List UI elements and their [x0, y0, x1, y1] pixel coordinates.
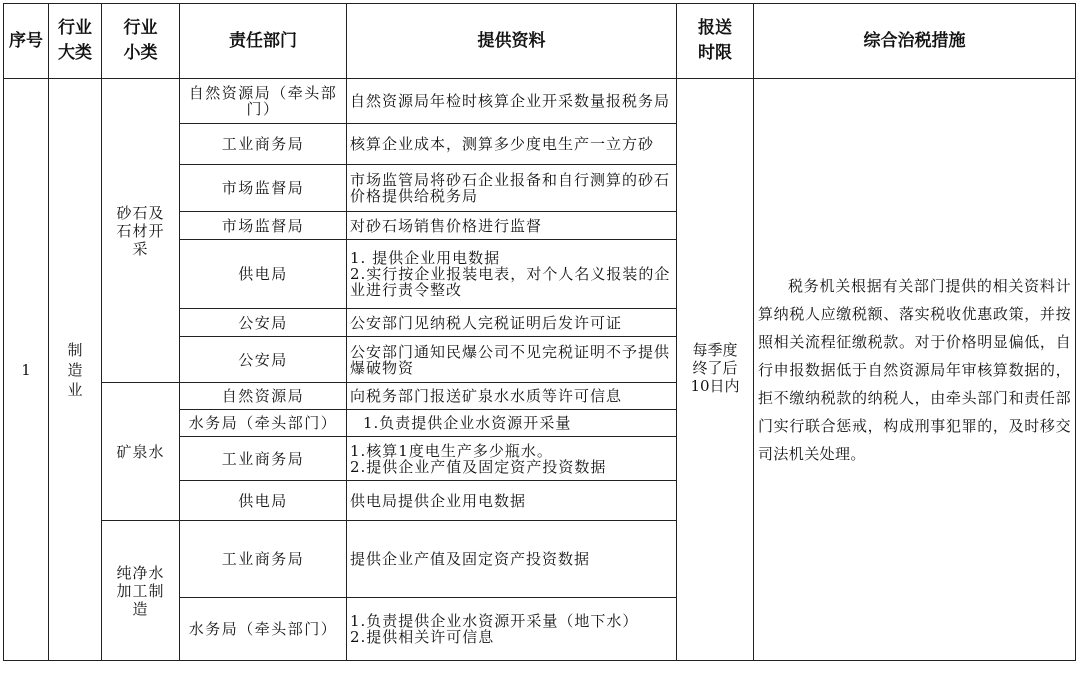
dept-cell: 自然资源局: [180, 383, 347, 410]
header-measures: 综合治税措施: [754, 4, 1076, 79]
category-cell: 制 造 业: [49, 79, 102, 661]
materials-cell: 向税务部门报送矿泉水水质等许可信息: [347, 383, 677, 410]
dept-cell: 市场监督局: [180, 165, 347, 212]
header-deadline: 报送 时限: [677, 4, 754, 79]
dept-cell: 公安局: [180, 337, 347, 383]
materials-cell: 公安部门见纳税人完税证明后发许可证: [347, 309, 677, 337]
header-materials: 提供资料: [347, 4, 677, 79]
materials-cell: 市场监管局将砂石企业报备和自行测算的砂石价格提供给税务局: [347, 165, 677, 212]
dept-cell: 工业商务局: [180, 437, 347, 481]
tax-measures-table: [3, 3, 1076, 661]
deadline-cell: 每季度 终了后 10日内: [677, 79, 754, 661]
materials-cell: 1.核算1度电生产多少瓶水。 2.提供企业产值及固定资产投资数据: [347, 437, 677, 481]
header-category: 行业 大类: [49, 4, 102, 79]
measures-cell: 税务机关根据有关部门提供的相关资料计算纳税人应缴税额、落实税收优惠政策，并按照相关流程征缴税款。对于价格明显偏低，自行申报数据低于自然资源局年审核算数据的，拒不缴纳税款的纳税人，由牵头部门和责任部门实行联合惩戒，构成刑事犯罪的，及时移交司法机关处理。: [754, 79, 1076, 661]
header-subcategory: 行业 小类: [102, 4, 180, 79]
dept-cell: 供电局: [180, 240, 347, 309]
dept-cell: 水务局（牵头部门）: [180, 598, 347, 661]
table-row: [4, 79, 1076, 124]
dept-cell: 工业商务局: [180, 124, 347, 165]
dept-cell: 工业商务局: [180, 521, 347, 598]
materials-cell: 自然资源局年检时核算企业开采数量报税务局: [347, 79, 677, 124]
materials-cell: 公安部门通知民爆公司不见完税证明不予提供爆破物资: [347, 337, 677, 383]
materials-cell: 对砂石场销售价格进行监督: [347, 212, 677, 240]
dept-cell: 公安局: [180, 309, 347, 337]
materials-cell: 1.负责提供企业水资源开采量（地下水） 2.提供相关许可信息: [347, 598, 677, 661]
dept-cell: 供电局: [180, 481, 347, 521]
subcategory-cell: 砂石及 石材开 采: [102, 79, 180, 383]
header-row: [4, 4, 1076, 79]
header-dept: 责任部门: [180, 4, 347, 79]
header-seq: 序号: [4, 4, 49, 79]
subcategory-cell: 纯净水 加工制 造: [102, 521, 180, 661]
materials-cell: 核算企业成本，测算多少度电生产一立方砂: [347, 124, 677, 165]
seq-cell: 1: [4, 79, 49, 661]
dept-cell: 自然资源局（牵头部门）: [180, 79, 347, 124]
dept-cell: 市场监督局: [180, 212, 347, 240]
subcategory-cell: 矿泉水: [102, 383, 180, 521]
materials-cell: 1.负责提供企业水资源开采量: [347, 410, 677, 437]
materials-cell: 供电局提供企业用电数据: [347, 481, 677, 521]
materials-cell: 提供企业产值及固定资产投资数据: [347, 521, 677, 598]
materials-cell: 1. 提供企业用电数据 2.实行按企业报装电表，对个人名义报装的企业进行责令整改: [347, 240, 677, 309]
dept-cell: 水务局（牵头部门）: [180, 410, 347, 437]
